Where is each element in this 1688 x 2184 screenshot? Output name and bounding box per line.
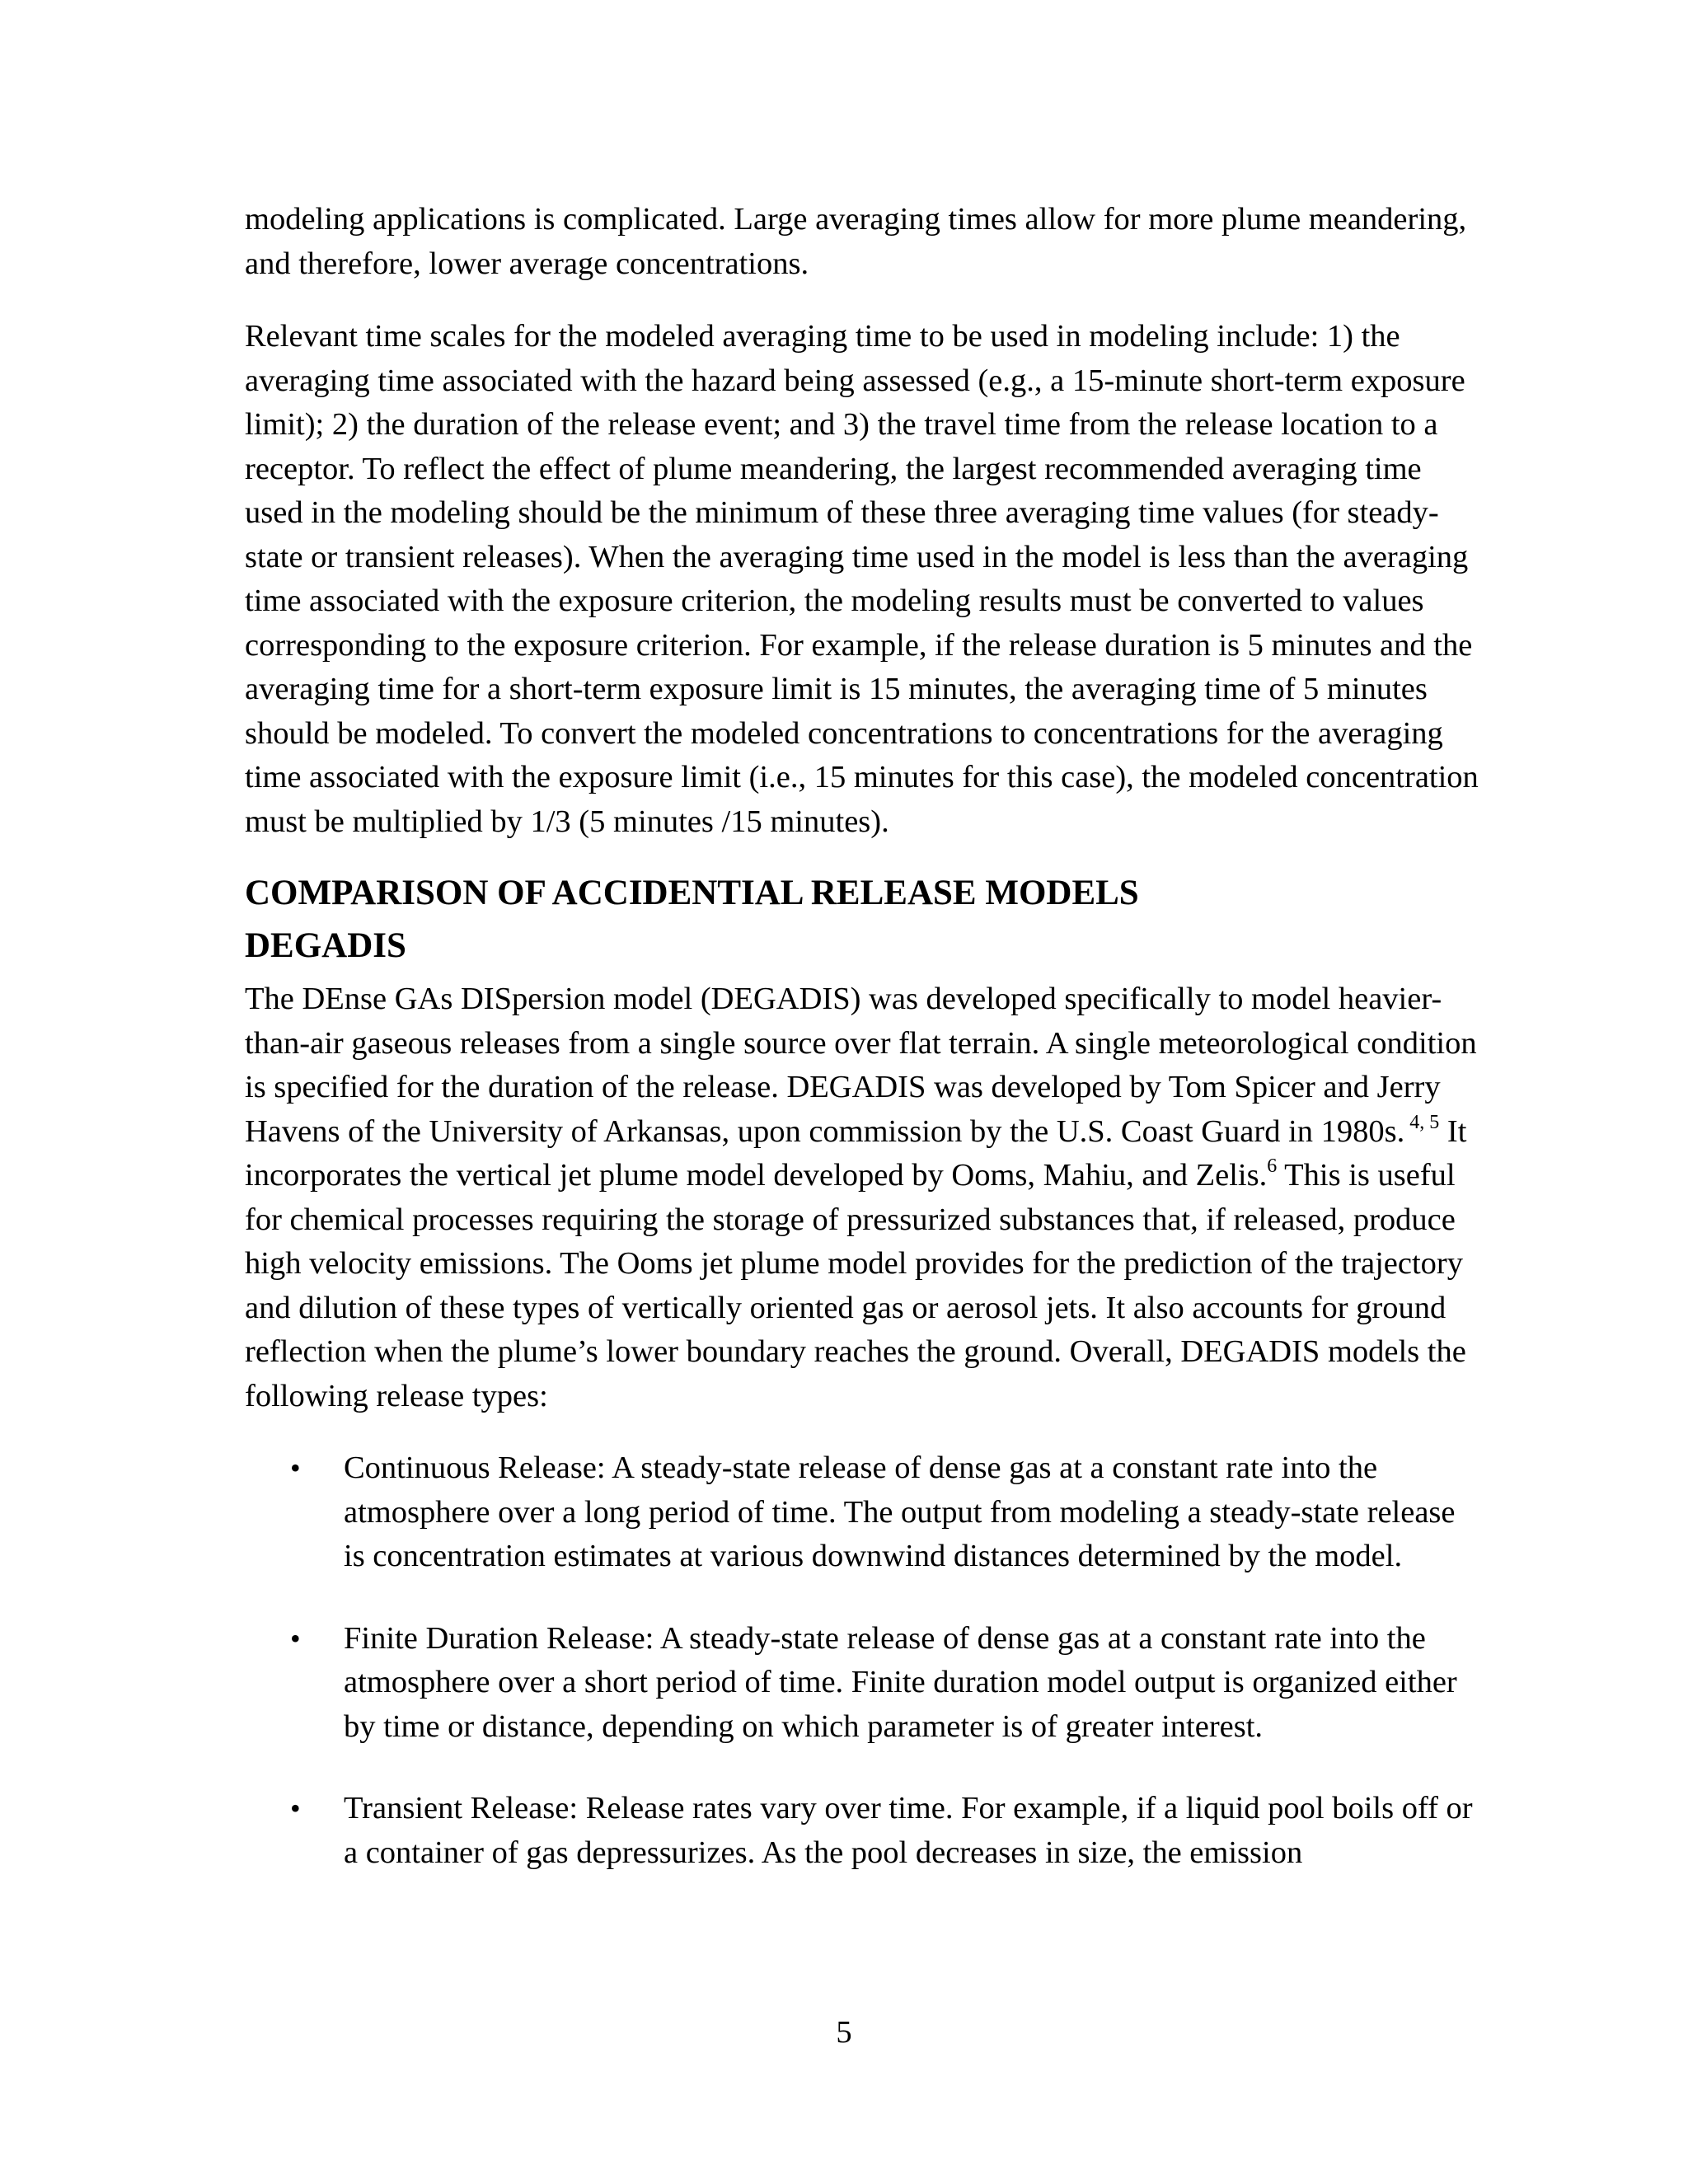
paragraph-averaging-times: modeling applications is complicated. Large averaging times allow for more plume meandering, and therefore, lower average concentrations.	[245, 202, 1467, 281]
degadis-text-part-3: This is useful for chemical processes requiring the storage of pressurized substances that, if released, produce high velocity emissions. The Ooms jet plume model provides for the prediction of the trajectory and dilution of these types of vertically oriented gas or aerosol jets. It also accounts for ground reflection when the plume’s lower boundary reaches the ground. Overall, DEGADIS models the following release types:	[245, 1158, 1466, 1413]
page-body	[245, 198, 1481, 1913]
bullet-icon: •	[290, 1621, 301, 1655]
bullet-icon: •	[290, 1451, 301, 1484]
list-item-finite-duration-release	[245, 1617, 1481, 1750]
page-number: 5	[836, 2015, 852, 2050]
subsection-heading-degadis: DEGADIS	[245, 926, 406, 965]
list-item-continuous-release	[245, 1446, 1481, 1579]
bullet-icon: •	[290, 1792, 301, 1825]
degadis-text-part-2: It incorporates the vertical jet plume model developed by Ooms, Mahiu, and Zelis.	[245, 1113, 1467, 1193]
citation-ref-6: 6	[1267, 1155, 1278, 1178]
release-types-list	[245, 1446, 1481, 1875]
list-item-text: Transient Release: Release rates vary over time. For example, if a liquid pool boils off or a container of gas depressurizes. As the pool decreases in size, the emission	[344, 1791, 1473, 1870]
degadis-text-part-1: The DEnse GAs DISpersion model (DEGADIS) was developed specifically to model heavier-than-air gaseous releases from a single source over flat terrain. A single meteorological condition is specified for the duration of the release. DEGADIS was developed by Tom Spicer and Jerry Havens of the University of Arkansas, upon commission by the U.S. Coast Guard in 1980s.	[245, 982, 1477, 1149]
paragraph-degadis-description	[245, 977, 1481, 1418]
citation-ref-4-5: 4, 5	[1404, 1111, 1440, 1133]
list-item-text: Finite Duration Release: A steady-state release of dense gas at a constant rate into the atmosphere over a short period of time. Finite duration model output is organized either by time or distance, depending on which parameter is of greater interest.	[344, 1620, 1457, 1744]
paragraph-time-scales: Relevant time scales for the modeled averaging time to be used in modeling include: 1) the averaging time associated with the hazard being assessed (e.g., a 15-minute short-term exposure limit); 2) the duration of the release event; and 3) the travel time from the release location to a receptor. To reflect the effect of plume meandering, the largest recommended averaging time used in the modeling should be the minimum of these three averaging time values (for steady-state or transient releases). When the averaging time used in the model is less than the averaging time associated with the exposure criterion, the modeling results must be converted to values corresponding to the exposure criterion. For example, if the release duration is 5 minutes and the averaging time for a short-term exposure limit is 15 minutes, the averaging time of 5 minutes should be modeled. To convert the modeled concentrations to concentrations for the averaging time associated with the exposure limit (i.e., 15 minutes for this case), the modeled concentration must be multiplied by 1/3 (5 minutes /15 minutes).	[245, 319, 1479, 839]
list-item-transient-release	[245, 1787, 1481, 1875]
section-heading-comparison: COMPARISON OF ACCIDENTIAL RELEASE MODELS	[245, 874, 1139, 912]
list-item-text: Continuous Release: A steady-state release of dense gas at a constant rate into the atmosphere over a long period of time. The output from modeling a steady-state release is concentration estimates at various downwind distances determined by the model.	[344, 1451, 1456, 1573]
